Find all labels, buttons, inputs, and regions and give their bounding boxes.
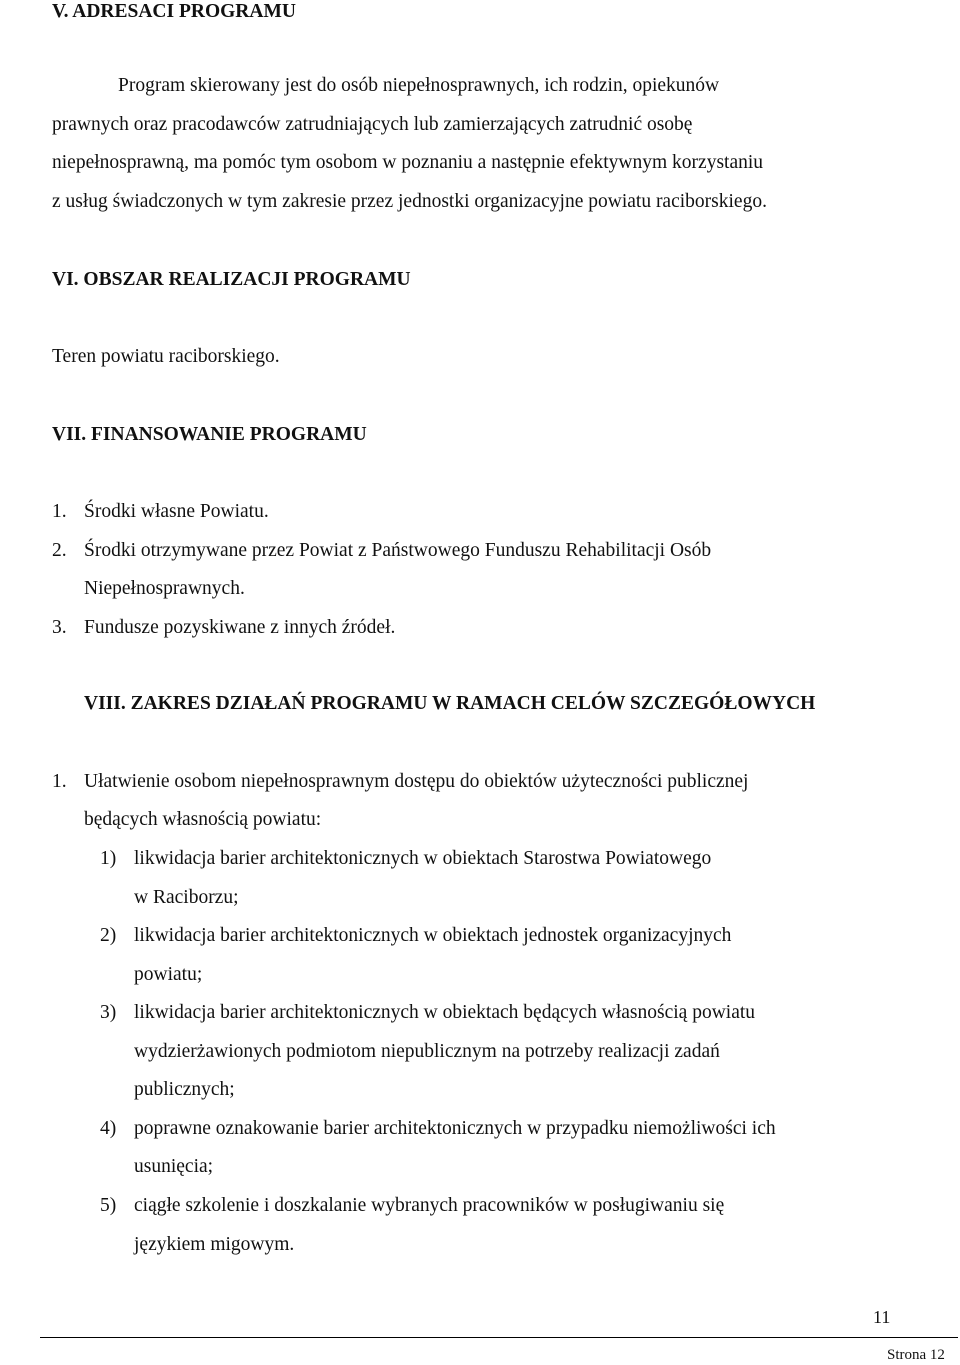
subitem-text-continued: publicznych; (134, 1079, 235, 1100)
section-vi-heading: VI. OBSZAR REALIZACJI PROGRAMU (52, 269, 411, 290)
subitem-number: 2) (100, 925, 117, 946)
subitem-text-continued: usunięcia; (134, 1156, 214, 1177)
list-item-number: 3. (52, 617, 67, 638)
list-item-text-continued: będących własnością powiatu: (84, 809, 322, 830)
list-item-text: Środki własne Powiatu. (84, 501, 269, 522)
subitem-number: 3) (100, 1002, 117, 1023)
footer-divider (40, 1337, 958, 1338)
list-item-text-continued: Niepełnosprawnych. (84, 578, 245, 599)
subitem-text-continued: powiatu; (134, 964, 203, 985)
section-v-line-4: z usług świadczonych w tym zakresie przez jednostki organizacyjne powiatu raciborskiego. (52, 191, 767, 212)
subitem-text: likwidacja barier architektonicznych w obiektach będących własnością powiatu (134, 1002, 756, 1023)
subitem-text-continued: w Raciborzu; (134, 887, 239, 908)
section-v-heading: V. ADRESACI PROGRAMU (52, 1, 296, 22)
subitem-text: likwidacja barier architektonicznych w obiektach jednostek organizacyjnych (134, 925, 732, 946)
subitem-text-continued: językiem migowym. (134, 1234, 295, 1255)
section-vi-text: Teren powiatu raciborskiego. (52, 346, 280, 367)
list-item-number: 2. (52, 540, 67, 561)
subitem-number: 1) (100, 848, 117, 869)
list-item-number: 1. (52, 501, 67, 522)
subitem-number: 5) (100, 1195, 117, 1216)
subitem-text: likwidacja barier architektonicznych w obiektach Starostwa Powiatowego (134, 848, 712, 869)
subitem-number: 4) (100, 1118, 117, 1139)
list-item-number: 1. (52, 771, 67, 792)
section-v-line-1: Program skierowany jest do osób niepełnosprawnych, ich rodzin, opiekunów (118, 75, 720, 96)
subitem-text: poprawne oznakowanie barier architektonicznych w przypadku niemożliwości ich (134, 1118, 776, 1139)
subitem-text-continued: wydzierżawionych podmiotom niepublicznym na potrzeby realizacji zadań (134, 1041, 720, 1062)
section-vii-heading: VII. FINANSOWANIE PROGRAMU (52, 424, 367, 445)
list-item-text: Środki otrzymywane przez Powiat z Państwowego Funduszu Rehabilitacji Osób (84, 540, 712, 561)
subitem-text: ciągłe szkolenie i doszkalanie wybranych pracowników w posługiwaniu się (134, 1195, 725, 1216)
page-stamp: Strona 12 (887, 1347, 945, 1363)
list-item-text: Fundusze pozyskiwane z innych źródeł. (84, 617, 396, 638)
page-number: 11 (873, 1307, 891, 1327)
list-item-text: Ułatwienie osobom niepełnosprawnym dostępu do obiektów użyteczności publicznej (84, 771, 749, 792)
section-v-line-3: niepełnosprawną, ma pomóc tym osobom w poznaniu a następnie efektywnym korzystaniu (52, 152, 764, 173)
section-v-line-2: prawnych oraz pracodawców zatrudniających lub zamierzających zatrudnić osobę (52, 114, 693, 135)
section-viii-heading: VIII. ZAKRES DZIAŁAŃ PROGRAMU W RAMACH CELÓW SZCZEGÓŁOWYCH (84, 693, 816, 714)
